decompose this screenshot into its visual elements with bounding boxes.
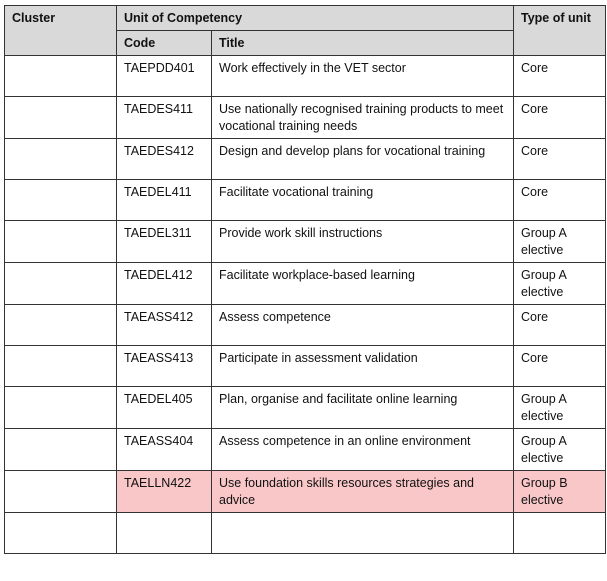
header-unit-of-competency: Unit of Competency <box>117 6 514 31</box>
units-table <box>4 5 606 554</box>
cell-type <box>514 513 606 554</box>
cell-title: Design and develop plans for vocational training <box>212 139 514 180</box>
cell-code: TAEDEL412 <box>117 263 212 305</box>
cell-code: TAEASS404 <box>117 429 212 471</box>
cell-type: Core <box>514 56 606 97</box>
cell-code: TAEASS412 <box>117 305 212 346</box>
cell-title: Work effectively in the VET sector <box>212 56 514 97</box>
cell-cluster <box>5 513 117 554</box>
cell-cluster <box>5 305 117 346</box>
cell-code: TAEDEL311 <box>117 221 212 263</box>
header-title: Title <box>212 31 514 56</box>
cell-cluster <box>5 221 117 263</box>
table-row <box>5 346 606 387</box>
table-row <box>5 263 606 305</box>
cell-type: Group A elective <box>514 221 606 263</box>
cell-type: Core <box>514 180 606 221</box>
cell-title: Use foundation skills resources strategies and advice <box>212 471 514 513</box>
cell-title: Provide work skill instructions <box>212 221 514 263</box>
table-row <box>5 429 606 471</box>
cell-code: TAELLN422 <box>117 471 212 513</box>
cell-title: Use nationally recognised training products to meet vocational training needs <box>212 97 514 139</box>
table-row <box>5 305 606 346</box>
table-row <box>5 180 606 221</box>
table-row <box>5 221 606 263</box>
cell-code: TAEDES411 <box>117 97 212 139</box>
cell-cluster <box>5 139 117 180</box>
cell-code: TAEDEL405 <box>117 387 212 429</box>
cell-type: Core <box>514 139 606 180</box>
cell-title: Assess competence <box>212 305 514 346</box>
table-row <box>5 139 606 180</box>
cell-cluster <box>5 429 117 471</box>
cell-code: TAEPDD401 <box>117 56 212 97</box>
cell-type: Core <box>514 305 606 346</box>
cell-code <box>117 513 212 554</box>
cell-cluster <box>5 387 117 429</box>
cell-type: Core <box>514 346 606 387</box>
cell-type: Group A elective <box>514 263 606 305</box>
cell-code: TAEDEL411 <box>117 180 212 221</box>
cell-title <box>212 513 514 554</box>
cell-cluster <box>5 263 117 305</box>
cell-title: Plan, organise and facilitate online learning <box>212 387 514 429</box>
cell-title: Assess competence in an online environment <box>212 429 514 471</box>
cell-type: Group B elective <box>514 471 606 513</box>
table-row-highlighted <box>5 471 606 513</box>
table-row <box>5 56 606 97</box>
cell-type: Core <box>514 97 606 139</box>
cell-cluster <box>5 56 117 97</box>
cell-type: Group A elective <box>514 429 606 471</box>
table-row-empty <box>5 513 606 554</box>
cell-cluster <box>5 97 117 139</box>
cell-cluster <box>5 471 117 513</box>
cell-title: Facilitate vocational training <box>212 180 514 221</box>
header-code: Code <box>117 31 212 56</box>
cell-cluster <box>5 180 117 221</box>
header-type-of-unit: Type of unit <box>514 6 606 56</box>
table-row <box>5 387 606 429</box>
cell-title: Participate in assessment validation <box>212 346 514 387</box>
cell-code: TAEASS413 <box>117 346 212 387</box>
table-row <box>5 97 606 139</box>
cell-title: Facilitate workplace-based learning <box>212 263 514 305</box>
cell-code: TAEDES412 <box>117 139 212 180</box>
cell-cluster <box>5 346 117 387</box>
cell-type: Group A elective <box>514 387 606 429</box>
header-cluster: Cluster <box>5 6 117 56</box>
